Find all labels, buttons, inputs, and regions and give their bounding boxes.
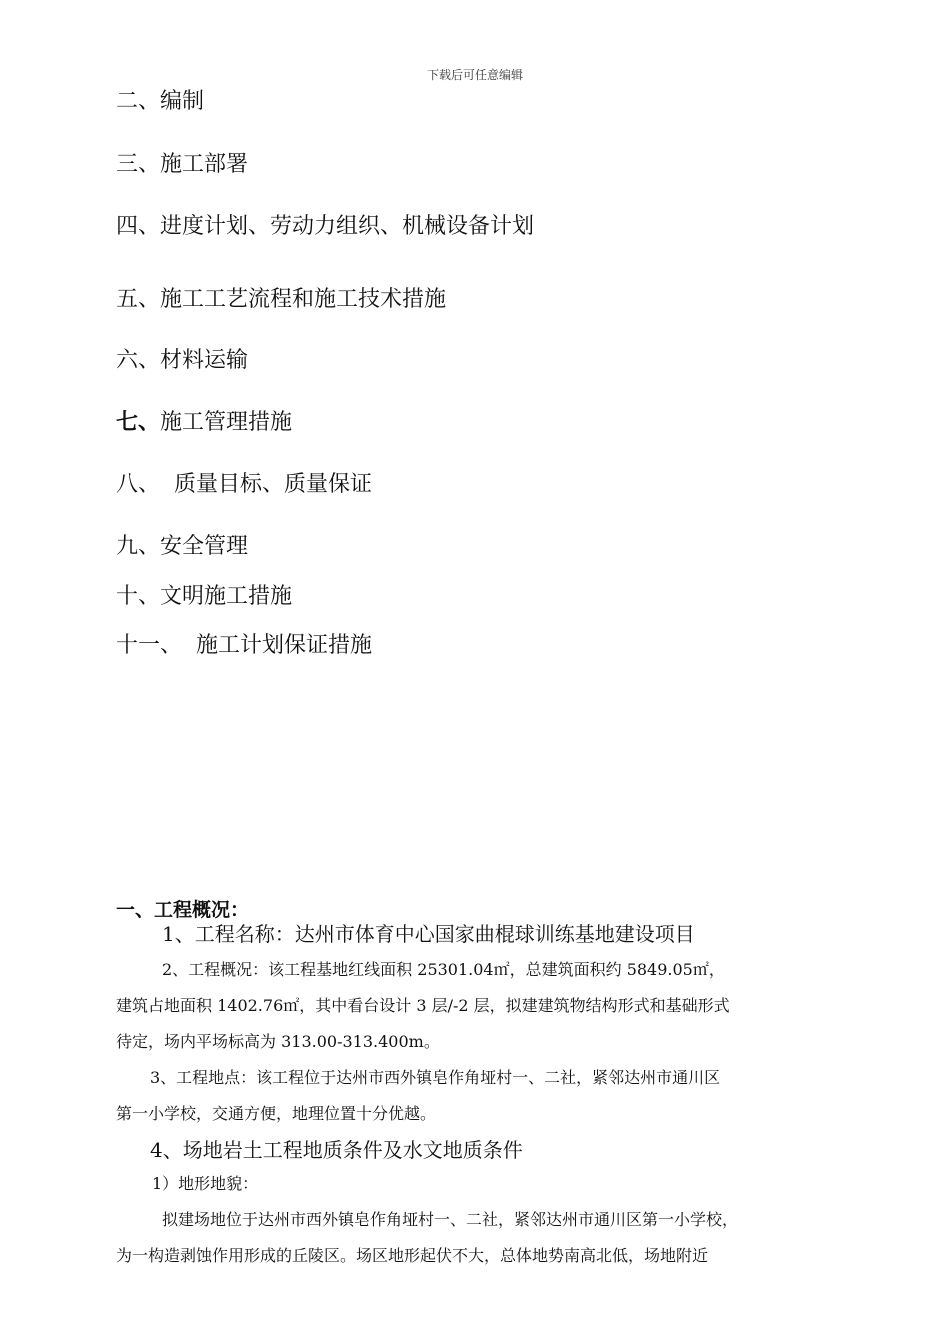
page-header: 下载后可任意编辑 bbox=[426, 68, 523, 82]
terrain-line-2: 为一构造剥蚀作用形成的丘陵区。场区地形起伏不大，总体地势南高北低，场地附近 bbox=[116, 1246, 709, 1265]
section-heading-overview: 一、工程概况： bbox=[116, 899, 250, 921]
project-overview-line-3: 待定，场内平场标高为 313.00-313.400m。 bbox=[116, 1032, 440, 1051]
toc-item-4: 四、进度计划、劳动力组织、机械设备计划 bbox=[116, 214, 535, 239]
toc-item-11: 十一、 施工计划保证措施 bbox=[116, 633, 372, 658]
toc-item-9: 九、安全管理 bbox=[116, 534, 249, 559]
toc-item-3: 三、施工部署 bbox=[116, 152, 249, 177]
project-overview-line-2: 建筑占地面积 1402.76㎡，其中看台设计 3 层/-2 层，拟建建筑物结构形式和基础形式 bbox=[116, 996, 730, 1015]
toc-item-10: 十、文明施工措施 bbox=[116, 584, 293, 609]
project-name-paragraph: 1、工程名称：达州市体育中心国家曲棍球训练基地建设项目 bbox=[162, 922, 695, 946]
toc-item-7 bbox=[116, 409, 292, 436]
toc-item-7-number: 七、 bbox=[116, 409, 161, 435]
geology-heading: 4、场地岩土工程地质条件及水文地质条件 bbox=[150, 1138, 523, 1162]
toc-item-2: 二、编制 bbox=[116, 89, 205, 114]
terrain-line-1: 拟建场地位于达州市西外镇皂作角垭村一、二社，紧邻达州市通川区第一小学校， bbox=[162, 1210, 739, 1229]
project-location-line-2: 第一小学校，交通方便，地理位置十分优越。 bbox=[116, 1104, 437, 1123]
toc-item-8: 八、 质量目标、质量保证 bbox=[116, 472, 372, 497]
toc-item-5: 五、施工工艺流程和施工技术措施 bbox=[116, 287, 447, 312]
toc-item-6: 六、材料运输 bbox=[116, 348, 249, 373]
project-overview-line-1: 2、工程概况：该工程基地红线面积 25301.04㎡，总建筑面积约 5849.05㎡， bbox=[162, 960, 725, 979]
terrain-subheading: 1）地形地貌： bbox=[152, 1174, 259, 1193]
project-location-line-1: 3、工程地点：该工程位于达州市西外镇皂作角垭村一、二社，紧邻达州市通川区 bbox=[150, 1068, 721, 1087]
toc-item-7-label: 施工管理措施 bbox=[160, 410, 293, 435]
